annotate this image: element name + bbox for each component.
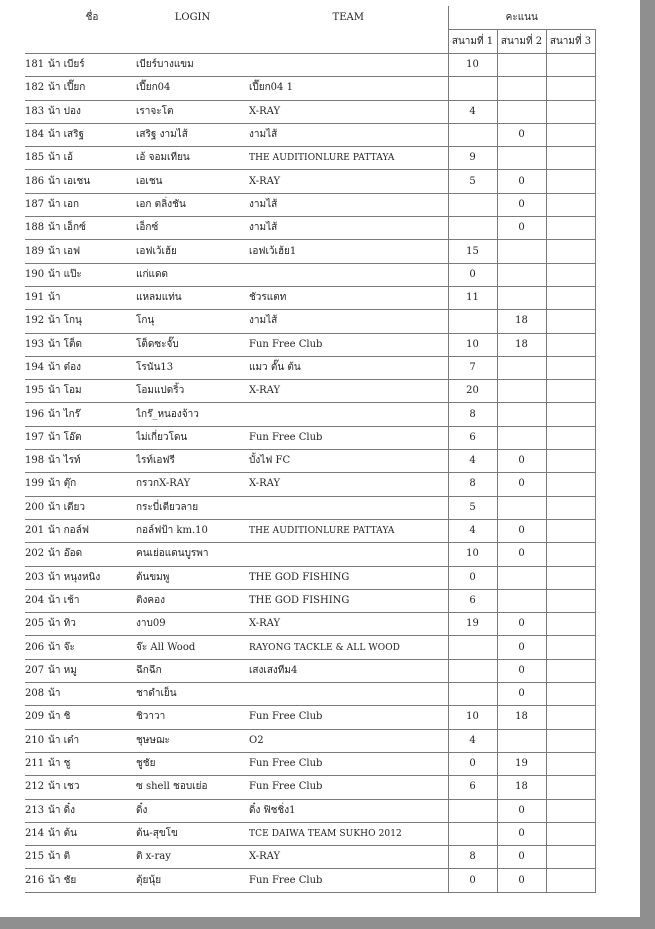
row-score-2: 0 [497, 869, 546, 892]
table-row [25, 869, 595, 892]
row-score-1: 6 [448, 776, 497, 799]
row-score-3 [546, 706, 595, 729]
row-name: น้า ไกร๊ [48, 403, 136, 426]
row-score-2: 0 [497, 822, 546, 845]
subheader-row [25, 30, 595, 54]
row-name: น้า เอฟ [48, 240, 136, 263]
table-row [25, 193, 595, 216]
row-number: 192 [25, 310, 48, 333]
row-score-3 [546, 426, 595, 449]
row-score-1: 10 [448, 333, 497, 356]
row-number: 213 [25, 799, 48, 822]
team-header: TEAM [332, 11, 364, 23]
row-score-3 [546, 356, 595, 379]
row-number: 184 [25, 123, 48, 146]
table-row [25, 54, 595, 77]
name-header: ชื่อ [85, 11, 99, 23]
row-score-1: 4 [448, 729, 497, 752]
row-name: น้า โอ๊ต [48, 426, 136, 449]
row-score-3 [546, 263, 595, 286]
row-name: น้า กอล์ฟ [48, 519, 136, 542]
row-score-1: 7 [448, 356, 497, 379]
table-row [25, 263, 595, 286]
row-number: 214 [25, 822, 48, 845]
row-team [249, 54, 448, 77]
field-1-header: สนามที่ 1 [448, 30, 497, 54]
row-team: O2 [249, 729, 448, 752]
row-score-3 [546, 403, 595, 426]
row-score-3 [546, 519, 595, 542]
row-name: น้า ชัย [48, 869, 136, 892]
row-team: Fun Free Club [249, 706, 448, 729]
row-number: 194 [25, 356, 48, 379]
row-login: กอล์ฟป้า km.10 [136, 519, 249, 542]
row-team: X-RAY [249, 100, 448, 123]
row-login: ต้นขมพู [136, 566, 249, 589]
table-row [25, 240, 595, 263]
table-row [25, 589, 595, 612]
row-score-3 [546, 869, 595, 892]
row-login: ไม่เกี่ยวโดน [136, 426, 249, 449]
table-row [25, 77, 595, 100]
row-number: 186 [25, 170, 48, 193]
row-team: ชัวรแตท [249, 286, 448, 309]
row-score-3 [546, 170, 595, 193]
table-body [25, 6, 595, 892]
row-team: TCE DAIWA TEAM SUKHO 2012 [249, 822, 448, 845]
row-login: กระบี่เตียวลาย [136, 496, 249, 519]
row-number: 201 [25, 519, 48, 542]
row-team: X-RAY [249, 170, 448, 193]
table-row [25, 333, 595, 356]
row-number: 196 [25, 403, 48, 426]
row-name: น้า หมู [48, 659, 136, 682]
row-number: 205 [25, 613, 48, 636]
row-team: งามไส้ [249, 193, 448, 216]
row-score-2 [497, 286, 546, 309]
table-row [25, 846, 595, 869]
row-name: น้า ปอง [48, 100, 136, 123]
row-name: น้า โอม [48, 380, 136, 403]
row-name: น้า ต้น [48, 822, 136, 845]
row-score-1: 6 [448, 426, 497, 449]
row-score-3 [546, 636, 595, 659]
row-team: เปี๊ยก04 1 [249, 77, 448, 100]
row-login: ชาดำเย็น [136, 683, 249, 706]
row-score-3 [546, 286, 595, 309]
row-number: 206 [25, 636, 48, 659]
row-team: งามไส้ [249, 217, 448, 240]
row-number: 185 [25, 147, 48, 170]
row-team [249, 403, 448, 426]
row-score-2: 0 [497, 683, 546, 706]
row-score-3 [546, 729, 595, 752]
table-row [25, 799, 595, 822]
row-name: น้า ชิ [48, 706, 136, 729]
row-login: ดิ๋ง [136, 799, 249, 822]
row-score-2: 18 [497, 776, 546, 799]
row-score-2: 0 [497, 473, 546, 496]
row-number: 189 [25, 240, 48, 263]
row-login: ซ shell ชอบเย่อ [136, 776, 249, 799]
row-score-1 [448, 799, 497, 822]
row-score-3 [546, 380, 595, 403]
row-score-2 [497, 403, 546, 426]
row-name: น้า เปี๊ยก [48, 77, 136, 100]
row-login: คนเย่อแดนบูรพา [136, 543, 249, 566]
row-team: Fun Free Club [249, 752, 448, 775]
row-score-2 [497, 77, 546, 100]
row-score-1: 8 [448, 473, 497, 496]
row-score-1: 5 [448, 170, 497, 193]
table-row [25, 519, 595, 542]
row-score-2: 0 [497, 636, 546, 659]
row-team: RAYONG TACKLE & ALL WOOD [249, 636, 448, 659]
row-login: กรวกX-RAY [136, 473, 249, 496]
row-team: งามไส้ [249, 310, 448, 333]
row-score-1: 4 [448, 519, 497, 542]
row-name: น้า [48, 286, 136, 309]
row-score-1: 9 [448, 147, 497, 170]
row-name: น้า ตุ๊ก [48, 473, 136, 496]
row-name: น้า เอ็กซ์ [48, 217, 136, 240]
row-score-2 [497, 589, 546, 612]
row-score-2: 19 [497, 752, 546, 775]
row-number: 207 [25, 659, 48, 682]
table-row [25, 776, 595, 799]
row-login: เสริฐ งามไส้ [136, 123, 249, 146]
row-score-3 [546, 846, 595, 869]
row-login: แหลมแท่น [136, 286, 249, 309]
row-team [249, 683, 448, 706]
table-row [25, 543, 595, 566]
row-score-3 [546, 659, 595, 682]
row-score-2 [497, 566, 546, 589]
row-number: 195 [25, 380, 48, 403]
row-number: 216 [25, 869, 48, 892]
row-name: น้า เบียร์ [48, 54, 136, 77]
row-score-3 [546, 473, 595, 496]
row-score-3 [546, 100, 595, 123]
row-team: THE AUDITIONLURE PATTAYA [249, 519, 448, 542]
row-team: บั้งไฟ FC [249, 450, 448, 473]
table-row [25, 123, 595, 146]
row-team: Fun Free Club [249, 333, 448, 356]
row-score-1 [448, 123, 497, 146]
row-login: เราจะโต [136, 100, 249, 123]
row-team: X-RAY [249, 473, 448, 496]
row-name: น้า ดิ๋ง [48, 799, 136, 822]
row-score-3 [546, 217, 595, 240]
row-score-3 [546, 240, 595, 263]
table-row [25, 450, 595, 473]
table-row [25, 752, 595, 775]
row-team: Fun Free Club [249, 426, 448, 449]
row-score-2: 0 [497, 613, 546, 636]
row-number: 188 [25, 217, 48, 240]
row-name: น้า อ๊อด [48, 543, 136, 566]
row-number: 187 [25, 193, 48, 216]
row-login: โต็ดซะจั๊บ [136, 333, 249, 356]
row-name: น้า จ๊ะ [48, 636, 136, 659]
row-number: 208 [25, 683, 48, 706]
row-score-1 [448, 77, 497, 100]
row-number: 200 [25, 496, 48, 519]
row-score-1 [448, 659, 497, 682]
row-login: โอมแปดริ้ว [136, 380, 249, 403]
row-number: 212 [25, 776, 48, 799]
row-login: ชุษษฌะ [136, 729, 249, 752]
table-row [25, 566, 595, 589]
row-login: โรนัน13 [136, 356, 249, 379]
row-number: 204 [25, 589, 48, 612]
row-login: เบียร์บางแขม [136, 54, 249, 77]
table-row [25, 286, 595, 309]
row-login: ชูชัย [136, 752, 249, 775]
row-score-1: 6 [448, 589, 497, 612]
row-score-1: 15 [448, 240, 497, 263]
row-team: ดิ๋ง ฟิชชิ่ง1 [249, 799, 448, 822]
row-name: น้า เตียว [48, 496, 136, 519]
table-row [25, 683, 595, 706]
row-name: น้า ต๋อง [48, 356, 136, 379]
table-row [25, 613, 595, 636]
row-team: Fun Free Club [249, 869, 448, 892]
row-score-2 [497, 426, 546, 449]
row-login: จ๊ะ All Wood [136, 636, 249, 659]
row-name: น้า เอ้ [48, 147, 136, 170]
row-score-2 [497, 356, 546, 379]
row-score-1: 19 [448, 613, 497, 636]
row-score-2: 0 [497, 659, 546, 682]
row-login: ไกร๊_หนองจ้าว [136, 403, 249, 426]
row-login: เอฟเว้เฮ้ย [136, 240, 249, 263]
row-number: 193 [25, 333, 48, 356]
row-login: เอ็กซ์ [136, 217, 249, 240]
row-score-1 [448, 683, 497, 706]
login-header: LOGIN [174, 11, 211, 23]
row-name: น้า [48, 683, 136, 706]
row-score-2: 0 [497, 543, 546, 566]
row-score-1: 11 [448, 286, 497, 309]
row-score-2 [497, 729, 546, 752]
row-score-1 [448, 822, 497, 845]
row-number: 190 [25, 263, 48, 286]
row-score-2: 18 [497, 310, 546, 333]
table-row [25, 217, 595, 240]
row-score-2 [497, 240, 546, 263]
row-team: THE GOD FISHING [249, 589, 448, 612]
row-login: ติ x-ray [136, 846, 249, 869]
row-score-1 [448, 310, 497, 333]
row-login: ตุ้ยนุ้ย [136, 869, 249, 892]
row-score-3 [546, 822, 595, 845]
row-login: เปี๊ยก04 [136, 77, 249, 100]
row-name: น้า ชู [48, 752, 136, 775]
row-score-2: 18 [497, 333, 546, 356]
table-row [25, 636, 595, 659]
row-team: THE AUDITIONLURE PATTAYA [249, 147, 448, 170]
row-score-1: 10 [448, 543, 497, 566]
row-login: ชิวาวา [136, 706, 249, 729]
row-number: 210 [25, 729, 48, 752]
row-score-2: 0 [497, 846, 546, 869]
row-number: 181 [25, 54, 48, 77]
row-score-1 [448, 636, 497, 659]
row-score-2: 0 [497, 217, 546, 240]
row-score-1: 20 [448, 380, 497, 403]
row-score-1: 8 [448, 403, 497, 426]
row-number: 202 [25, 543, 48, 566]
row-score-3 [546, 799, 595, 822]
header-row [25, 6, 595, 30]
row-score-3 [546, 54, 595, 77]
row-team: X-RAY [249, 380, 448, 403]
row-score-2 [497, 100, 546, 123]
row-team [249, 543, 448, 566]
table-row [25, 403, 595, 426]
row-login: งาบ09 [136, 613, 249, 636]
row-name: น้า ไรท์ [48, 450, 136, 473]
table-row [25, 356, 595, 379]
row-name: น้า เต๋า [48, 729, 136, 752]
row-team: X-RAY [249, 613, 448, 636]
row-name: น้า เชว [48, 776, 136, 799]
row-name: น้า เอเชน [48, 170, 136, 193]
row-score-3 [546, 123, 595, 146]
row-score-3 [546, 543, 595, 566]
row-team: แมว ตั๊น ต้น [249, 356, 448, 379]
row-team: X-RAY [249, 846, 448, 869]
row-score-1: 4 [448, 450, 497, 473]
table-row [25, 822, 595, 845]
row-score-1: 0 [448, 566, 497, 589]
row-name: น้า ติ [48, 846, 136, 869]
row-score-3 [546, 566, 595, 589]
row-team: THE GOD FISHING [249, 566, 448, 589]
row-score-2: 18 [497, 706, 546, 729]
row-score-3 [546, 589, 595, 612]
field-3-header: สนามที่ 3 [546, 30, 595, 54]
row-team [249, 263, 448, 286]
row-score-2 [497, 54, 546, 77]
table-row [25, 426, 595, 449]
row-score-1: 5 [448, 496, 497, 519]
row-number: 211 [25, 752, 48, 775]
row-score-2 [497, 147, 546, 170]
row-score-3 [546, 450, 595, 473]
table-row [25, 100, 595, 123]
row-login: ติงคอง [136, 589, 249, 612]
row-team [249, 496, 448, 519]
row-score-1: 10 [448, 706, 497, 729]
row-score-1: 8 [448, 846, 497, 869]
row-score-2 [497, 496, 546, 519]
row-score-3 [546, 77, 595, 100]
row-score-1: 0 [448, 752, 497, 775]
row-score-2 [497, 263, 546, 286]
row-score-3 [546, 147, 595, 170]
row-number: 182 [25, 77, 48, 100]
score-header: คะแนน [448, 6, 595, 30]
row-number: 183 [25, 100, 48, 123]
row-score-2: 0 [497, 170, 546, 193]
table-row [25, 496, 595, 519]
table-row [25, 729, 595, 752]
row-score-3 [546, 333, 595, 356]
row-login: ฉึกฉึก [136, 659, 249, 682]
row-login: เอเชน [136, 170, 249, 193]
row-team: เสงเสงทีม4 [249, 659, 448, 682]
row-score-3 [546, 752, 595, 775]
row-score-3 [546, 776, 595, 799]
row-score-3 [546, 310, 595, 333]
table-row [25, 310, 595, 333]
score-table [25, 6, 596, 893]
row-score-3 [546, 613, 595, 636]
row-number: 198 [25, 450, 48, 473]
row-name: น้า โต็ด [48, 333, 136, 356]
table-row [25, 380, 595, 403]
row-login: เอก ตลิ่งชัน [136, 193, 249, 216]
row-login: ไรท์เอฟรี [136, 450, 249, 473]
table-row [25, 659, 595, 682]
row-number: 199 [25, 473, 48, 496]
row-score-2: 0 [497, 123, 546, 146]
row-number: 191 [25, 286, 48, 309]
row-score-2: 0 [497, 450, 546, 473]
row-team: Fun Free Club [249, 776, 448, 799]
row-team: เอฟเว้เฮ้ย1 [249, 240, 448, 263]
row-score-2 [497, 380, 546, 403]
row-login: ต้น-สุขโข [136, 822, 249, 845]
row-name: น้า หนุงหนิง [48, 566, 136, 589]
row-login: แก่แดด [136, 263, 249, 286]
row-score-2: 0 [497, 519, 546, 542]
row-name: น้า แป๊ะ [48, 263, 136, 286]
row-score-1: 4 [448, 100, 497, 123]
row-score-1: 10 [448, 54, 497, 77]
row-score-2: 0 [497, 193, 546, 216]
row-team: งามไส้ [249, 123, 448, 146]
row-score-3 [546, 496, 595, 519]
row-score-1 [448, 217, 497, 240]
row-name: น้า เสริฐ [48, 123, 136, 146]
row-login: โกนุ [136, 310, 249, 333]
row-score-3 [546, 193, 595, 216]
row-score-1: 0 [448, 263, 497, 286]
row-number: 215 [25, 846, 48, 869]
row-name: น้า เช้า [48, 589, 136, 612]
row-name: น้า เอก [48, 193, 136, 216]
row-number: 197 [25, 426, 48, 449]
table-row [25, 473, 595, 496]
row-name: น้า ทิว [48, 613, 136, 636]
table-row [25, 147, 595, 170]
row-login: เอ้ จอมเทียน [136, 147, 249, 170]
row-number: 203 [25, 566, 48, 589]
row-score-1: 0 [448, 869, 497, 892]
field-2-header: สนามที่ 2 [497, 30, 546, 54]
row-number: 209 [25, 706, 48, 729]
table-row [25, 170, 595, 193]
table-row [25, 706, 595, 729]
row-score-3 [546, 683, 595, 706]
row-score-1 [448, 193, 497, 216]
row-name: น้า โกนุ [48, 310, 136, 333]
row-score-2: 0 [497, 799, 546, 822]
